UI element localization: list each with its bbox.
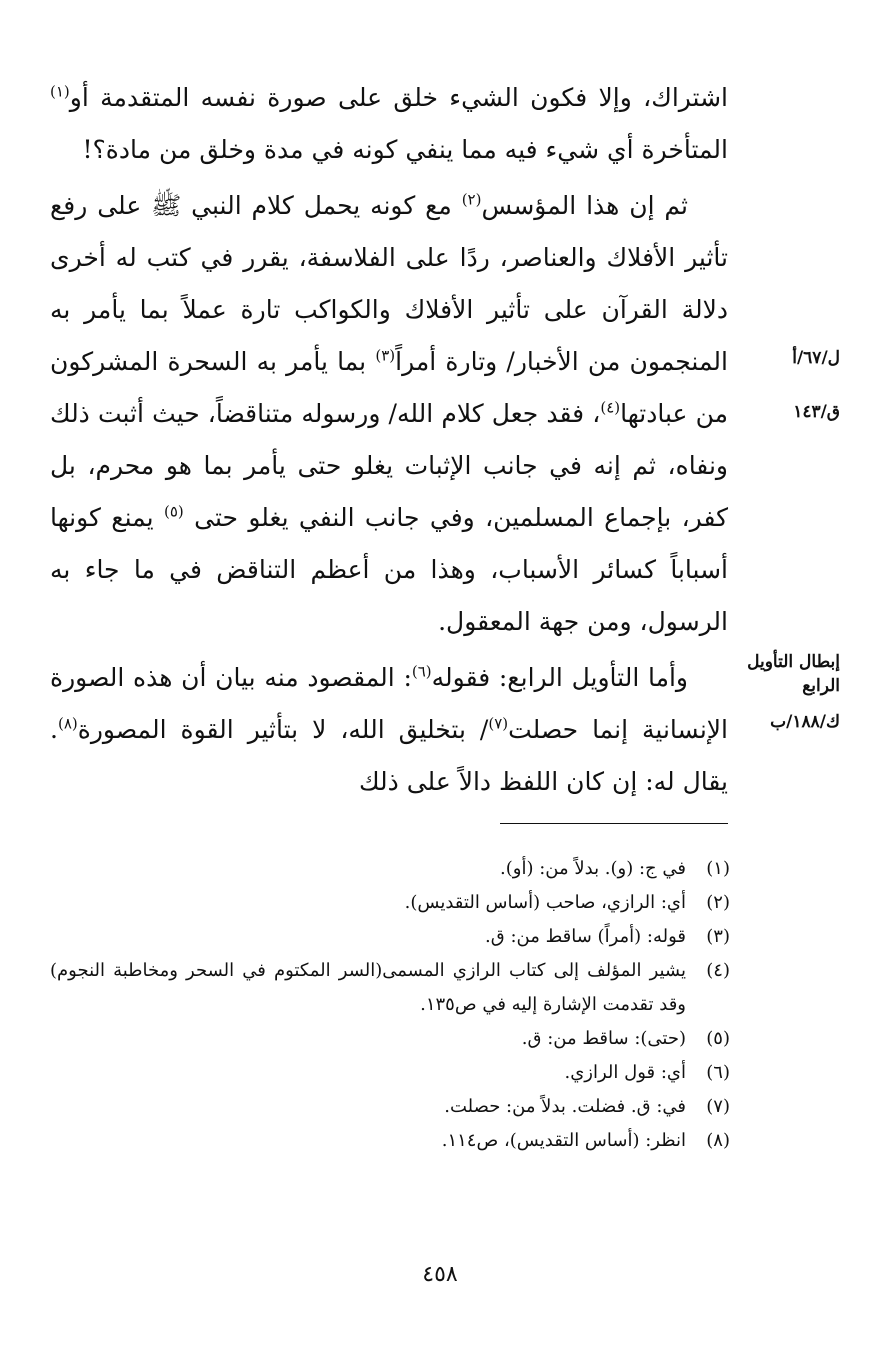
text-run: ثم إن هذا المؤسس — [481, 191, 688, 220]
footnote-number: (٨) — [706, 1130, 730, 1151]
footnote-text: في ج: (و). بدلاً من: (أو). — [500, 858, 686, 879]
footnote-text: أي: الرازي، صاحب (أساس التقديس). — [404, 892, 686, 913]
paragraph-3 — [50, 652, 728, 808]
text-run: ، فقد جعل كلام الله/ ورسوله متناقضاً، حيث أثبت ذلك ونفاه، ثم إنه في جانب الإثبات يغلو حتى يأمر بما هو محرم، بل كفر، بإجماع المسلمين، وفي جانب النفي يغلو حتى — [50, 399, 728, 532]
margin-note-manuscript-qaf: ق/١٤٣ — [793, 402, 840, 422]
footnote-ref-4[interactable]: (٤) — [600, 398, 621, 417]
margin-note-manuscript-lam: ل/٦٧/أ — [792, 348, 840, 368]
text-run: / بتخليق الله، لا بتأثير القوة المصورة — [77, 715, 489, 744]
footnote-item — [50, 1056, 730, 1090]
text-run: : المقصود منه بيان أن هذه الصورة الإنسانية إنما حصلت — [50, 663, 729, 744]
footnotes-list — [50, 852, 730, 1158]
footnote-text: يشير المؤلف إلى كتاب الرازي المسمى(السر المكتوم في السحر ومخاطبة النجوم) وقد تقدمت الإشارة إليه في ص١٣٥. — [50, 960, 686, 1015]
footnote-item — [50, 954, 730, 1022]
footnote-ref-7[interactable]: (٧) — [488, 714, 509, 733]
footnote-number: (٤) — [706, 960, 730, 981]
margin-note-manuscript-kaf: ك/١٨٨/ب — [770, 712, 840, 732]
footnote-separator — [500, 823, 728, 824]
footnote-text: (حتى): ساقط من: ق. — [521, 1028, 686, 1049]
footnote-number: (٢) — [706, 892, 730, 913]
footnote-ref-5[interactable]: (٥) — [163, 502, 184, 521]
footnote-text: انظر: (أساس التقديس)، ص١١٤. — [441, 1130, 686, 1151]
footnote-item — [50, 1090, 730, 1124]
text-run: يمنع كونها أسباباً كسائر الأسباب، وهذا من أعظم التناقض في ما جاء به الرسول، ومن جهة المعقول. — [50, 503, 728, 636]
footnote-text: في: ق. فضلت. بدلاً من: حصلت. — [444, 1096, 686, 1117]
footnote-ref-8[interactable]: (٨) — [57, 714, 78, 733]
main-text — [50, 72, 728, 808]
footnote-item — [50, 852, 730, 886]
footnote-ref-6[interactable]: (٦) — [411, 662, 432, 681]
text-run: وأما التأويل الرابع: فقوله — [431, 663, 688, 692]
footnote-item — [50, 1124, 730, 1158]
footnote-number: (٧) — [706, 1096, 730, 1117]
footnote-item — [50, 920, 730, 954]
footnote-ref-1[interactable]: (١) — [50, 82, 70, 101]
footnote-item — [50, 1022, 730, 1056]
page-number: ٤٥٨ — [422, 1262, 458, 1287]
footnote-text: أي: قول الرازي. — [564, 1062, 686, 1083]
footnote-number: (٦) — [706, 1062, 730, 1083]
margin-note-section-heading: إبطال التأويل الرابع — [747, 652, 840, 696]
text-run: المتأخرة أي شيء فيه مما ينفي كونه في مدة وخلق من مادة؟! — [82, 135, 728, 164]
footnote-text: قوله: (أمراً) ساقط من: ق. — [485, 926, 686, 947]
paragraph-2 — [50, 180, 728, 648]
paragraph-1 — [50, 72, 728, 176]
footnote-ref-2[interactable]: (٢) — [461, 190, 482, 209]
footnote-number: (٥) — [706, 1028, 730, 1049]
footnote-number: (١) — [706, 858, 730, 879]
text-run: بما يأمر به السحرة المشركون من عبادتها — [50, 347, 728, 428]
text-run: . يقال له: إن كان اللفظ دالاً على ذلك — [50, 715, 728, 796]
footnote-ref-3[interactable]: (٣) — [375, 346, 396, 365]
footnote-item — [50, 886, 730, 920]
footnote-number: (٣) — [706, 926, 730, 947]
text-run: اشتراك، وإلا فكون الشيء خلق على صورة نفسه المتقدمة أو — [69, 83, 728, 112]
text-run: مع كونه يحمل كلام النبي ﷺ على رفع تأثير الأفلاك والعناصر، ردًا على الفلاسفة، يقرر في كتب له أخرى دلالة القرآن على تأثير الأفلاك والكواكب تارة عملاً بما يأمر به المنجمون من الأخبار/ وتارة أمراً — [50, 191, 728, 376]
